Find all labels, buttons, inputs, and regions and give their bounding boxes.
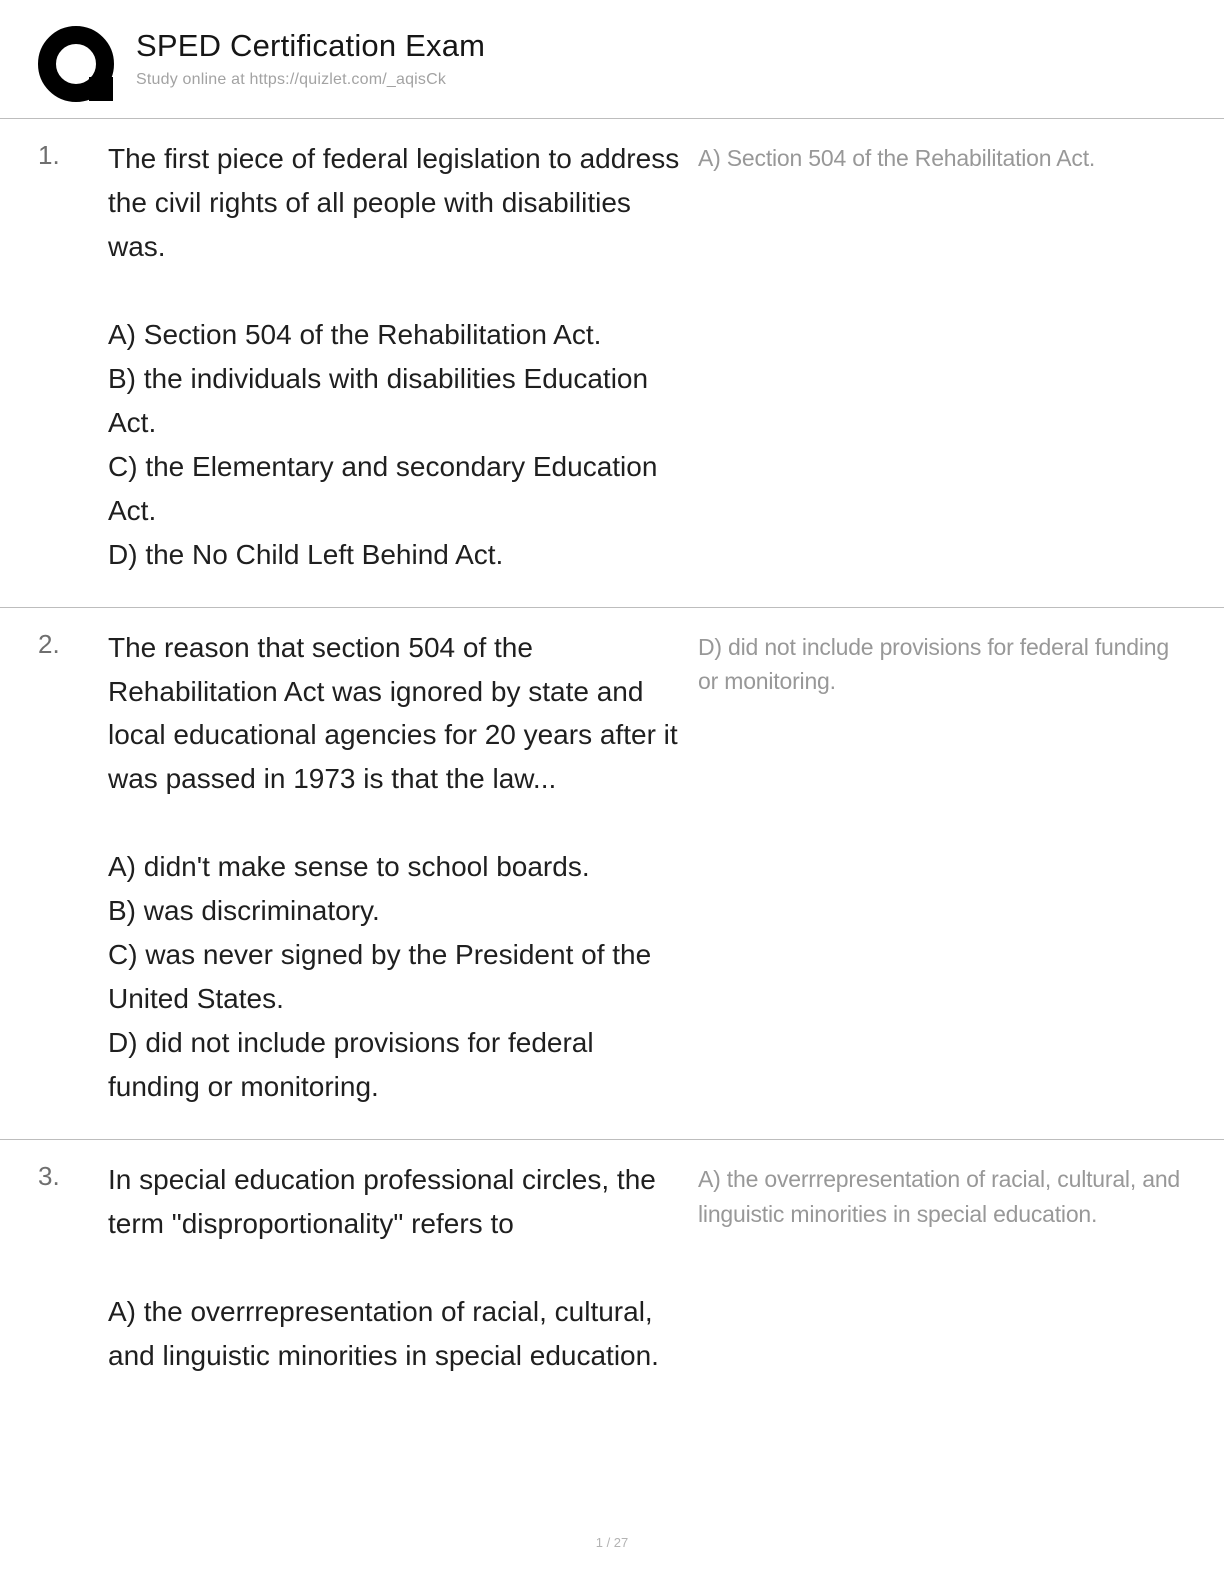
question-block-3 [0, 1140, 1224, 1408]
question-text: The first piece of federal legislation to address the civil rights of all people with disabilities was. [108, 143, 680, 262]
correct-answer: A) Section 504 of the Rehabilitation Act. [698, 145, 1096, 171]
option-d: D) the No Child Left Behind Act. [108, 538, 504, 570]
logo-tail [89, 77, 113, 101]
question-text: The reason that section 504 of the Rehabilitation Act was ignored by state and local educational agencies for 20 years after it was passed in 1973 is that the law... [108, 631, 678, 795]
question-content [108, 137, 688, 577]
option-a: A) didn't make sense to school boards. [108, 851, 590, 883]
question-content [108, 626, 688, 1110]
option-d: D) did not include provisions for federal funding or monitoring. [108, 1027, 594, 1103]
document-header [0, 0, 1224, 118]
quizlet-logo-icon [38, 26, 114, 102]
page-number: 1 / 27 [595, 1535, 629, 1550]
option-c: C) the Elementary and secondary Education Act. [108, 450, 658, 526]
option-a: A) the overrrepresentation of racial, cultural, and linguistic minorities in special education. [108, 1296, 659, 1371]
question-block-2 [0, 608, 1224, 1140]
question-number: 1. [38, 140, 60, 170]
study-online-link[interactable]: Study online at https://quizlet.com/_aqisCk [136, 71, 447, 88]
answer-options [108, 845, 682, 1109]
option-b: B) was discriminatory. [108, 895, 380, 927]
option-a: A) Section 504 of the Rehabilitation Act. [108, 318, 602, 350]
answer-options [108, 1290, 682, 1378]
answer-options [108, 313, 682, 577]
question-number: 3. [38, 1161, 60, 1192]
option-b: B) the individuals with disabilities Education Act. [108, 362, 649, 438]
question-block-1 [0, 119, 1224, 607]
document-title: SPED Certification Exam [136, 28, 486, 63]
header-text [136, 26, 485, 89]
correct-answer: A) the overrrepresentation of racial, cultural, and linguistic minorities in special education. [698, 1166, 1180, 1227]
question-number: 2. [38, 628, 60, 659]
question-text: In special education professional circles, the term "disproportionality" refers to [108, 1164, 656, 1240]
question-content [108, 1158, 688, 1378]
option-c: C) was never signed by the President of the United States. [108, 939, 652, 1015]
correct-answer: D) did not include provisions for federal funding or monitoring. [698, 633, 1169, 695]
